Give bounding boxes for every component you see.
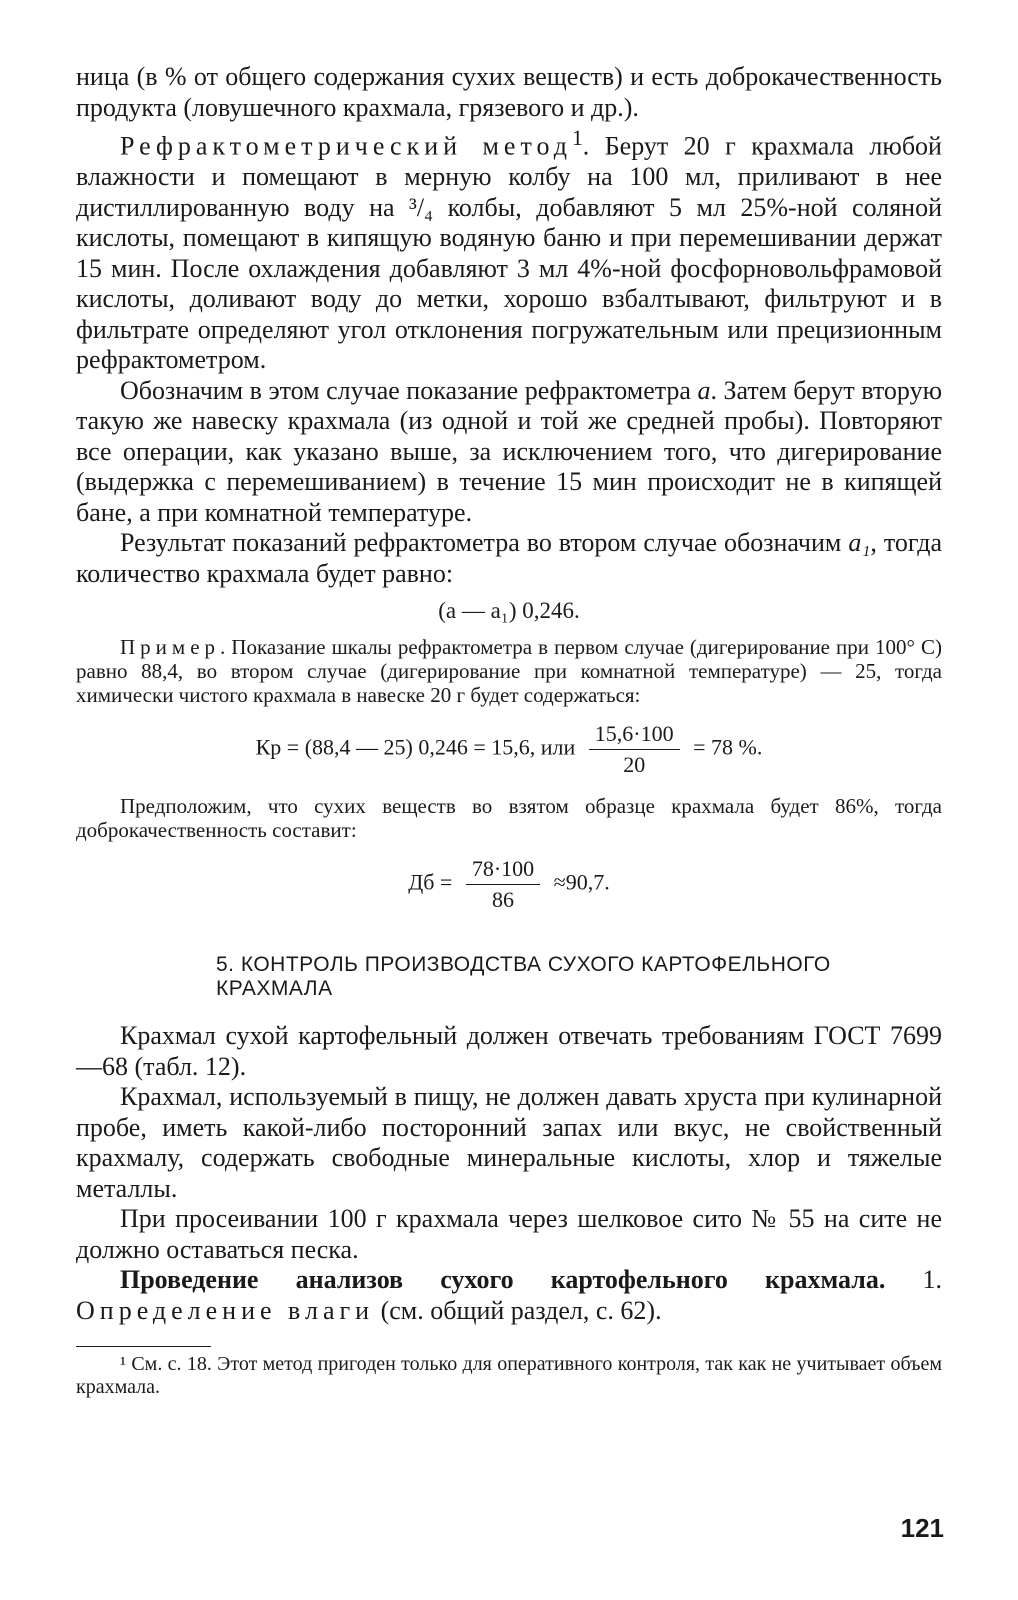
paragraph-3-text-a: Обозначим в этом случае показание рефрактометра xyxy=(120,375,698,405)
paragraph-3-text-b: . Затем берут вторую такую же навеску крахмала (из одной и той же средней пробы). Повторяют все операции, как указано выше, за исключением того, что дигерирование (выдержка с перемешиванием) в течение 15 мин происходит не в кипящей бане, а при комнатной температуре. xyxy=(76,375,942,527)
variable-a1: a₁ xyxy=(848,528,871,558)
paragraph-8 xyxy=(76,1265,942,1326)
paragraph-4 xyxy=(76,528,942,589)
fraction-db-numerator: 78·100 xyxy=(466,856,540,885)
fraction-db-denominator: 86 xyxy=(492,887,514,913)
page-number: 121 xyxy=(900,1513,944,1543)
method-text: . Берут 20 г крахмала любой влажности и помещают в мерную колбу на 100 мл, приливают в нее дистиллированную воду на ³/₄ колбы, добавляют 5 мл 25%-ной соляной кислоты, помещают в кипящую водяную баню и при перемешивании держат 15 мин. После охлаждения добавляют 3 мл 4%-ной фосфорновольфрамовой кислоты, доливают воду до метки, хорошо взбалтывают, фильтруют и в фильтрате определяют угол отклонения погружательным или прецизионным рефрактометром. xyxy=(76,131,942,375)
section-title: 5. КОНТРОЛЬ ПРОИЗВОДСТВА СУХОГО КАРТОФЕЛЬНОГО КРАХМАЛА xyxy=(216,953,831,1001)
example-paragraph xyxy=(76,635,942,707)
assumption-paragraph: Предположим, что сухих веществ во взятом образце крахмала будет 86%, тогда доброкачественность составит: xyxy=(76,794,942,843)
equation-db xyxy=(76,856,942,913)
footnote-divider xyxy=(76,1346,211,1347)
equation-kr-right: = 78 %. xyxy=(693,734,763,760)
paragraph-refractometric-method xyxy=(76,123,942,376)
paragraph-4-text-b: , тогда количество крахмала будет равно: xyxy=(76,528,942,588)
example-text: . Показание шкалы рефрактометра в первом случае (дигерирование при 100° С) равно 88,4, во втором случае (дигерирование при комнатной температуре) — 25, тогда химически чистого крахмала в навеске 20 г будет содержаться: xyxy=(76,635,942,708)
fraction-kr xyxy=(589,721,680,778)
formula-starch-amount: (a — a₁) 0,246. xyxy=(438,598,580,624)
moisture-determination: Определение влаги xyxy=(76,1295,375,1325)
equation-kr-left: Кр = (88,4 — 25) 0,246 = 15,6, или xyxy=(255,734,576,760)
variable-a: a xyxy=(697,375,711,405)
paragraph-7: При просеивании 100 г крахмала через шелковое сито № 55 на сите не должно оставаться песка. xyxy=(76,1204,942,1264)
paragraph-3 xyxy=(76,376,942,529)
equation-db-left: Дб = xyxy=(408,869,453,895)
footnote: ¹ См. с. 18. Этот метод пригоден только для оперативного контроля, так как не учитывает объем крахмала. xyxy=(76,1353,942,1399)
paragraph-5: Крахмал сухой картофельный должен отвечать требованиям ГОСТ 7699—68 (табл. 12). xyxy=(76,1021,942,1081)
example-heading: Пример xyxy=(120,635,221,660)
paragraph-4-text-a: Результат показаний рефрактометра во втором случае обозначим xyxy=(120,528,849,558)
method-heading: Рефрактометрический метод xyxy=(120,131,572,161)
fraction-kr-numerator: 15,6·100 xyxy=(589,721,680,750)
page-body xyxy=(76,62,942,1399)
footnote-marker: 1 xyxy=(571,126,583,150)
analysis-step-number: 1. xyxy=(885,1265,942,1295)
paragraph-1: ница (в % от общего содержания сухих веществ) и есть доброкачественность продукта (ловушечного крахмала, грязевого и др.). xyxy=(76,62,942,122)
paragraph-6: Крахмал, используемый в пищу, не должен давать хруста при кулинарной пробе, иметь какой-либо посторонний запах или вкус, не свойственный крахмалу, содержать свободные минеральные кислоты, хлор и тяжелые металлы. xyxy=(76,1082,942,1203)
fraction-db xyxy=(466,856,540,913)
fraction-kr-denominator: 20 xyxy=(623,752,646,778)
equation-db-right: ≈90,7. xyxy=(553,869,610,895)
equation-kr xyxy=(76,721,942,778)
analysis-reference: (см. общий раздел, с. 62). xyxy=(374,1295,662,1325)
analysis-heading: Проведение анализов сухого картофельного крахмала. xyxy=(120,1265,886,1295)
